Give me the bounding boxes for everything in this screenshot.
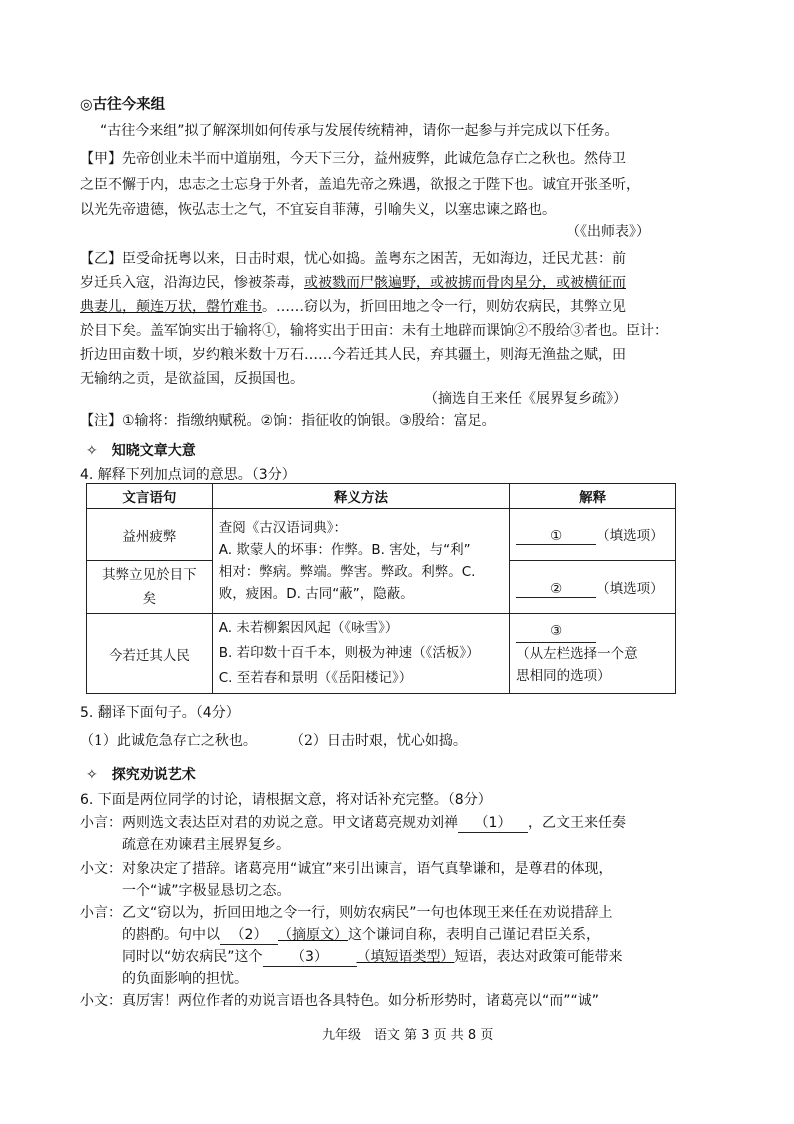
dialogue-text: 乙文“窃以为，折回田地之令一行，则妨农病民”一句也体现王来任在劝说措辞上 <box>122 905 613 921</box>
blank2-hint: （摘原文） <box>278 927 348 943</box>
blank3-hint-a: （从左栏选择一个意 <box>516 646 638 662</box>
dialogue-text: 这个谦词自称，表明自己谨记君臣关系， <box>348 927 600 943</box>
answer-blank-2[interactable]: ② <box>516 581 596 598</box>
q6-prompt: 6. 下面是两位同学的讨论，请根据文意，将对话补充完整。（8分） <box>80 792 492 808</box>
row3-sentence: 今若迁其人民 <box>87 614 213 694</box>
q5-item-1: （1）此诚危急存亡之秋也。 <box>80 733 257 749</box>
method1-line: 相对：弊病。弊端。弊害。弊政。利弊。C. <box>218 564 476 580</box>
answer-blank-q6-3[interactable]: （3） <box>263 946 357 967</box>
table-row <box>87 509 676 561</box>
answer-blank-q6-2[interactable]: （2） <box>220 924 278 945</box>
answer-blank-q6-1[interactable]: （1） <box>458 812 528 833</box>
dialogue-line <box>80 812 626 833</box>
table-row <box>87 614 676 694</box>
method1-line: 败，疲困。D. 古同“蔽”，隐蔽。 <box>218 586 414 602</box>
dialogue-line: 疏意在劝谏君主展界复乡。 <box>122 837 290 853</box>
page-footer: 九年级 语文 第 3 页 共 8 页 <box>322 1028 494 1043</box>
speaker-xiaoyan: 小言： <box>80 815 122 831</box>
row2-sentence-b: 矣 <box>142 591 157 607</box>
row1-answer <box>510 509 676 561</box>
speaker-xiaowen: 小文： <box>80 993 122 1009</box>
dialogue-line <box>80 902 613 922</box>
yi-line-5: 折边田亩数十顷，岁约粮米数十万石……今若迁其人民，弃其疆土，则海无渔盐之赋，田 <box>80 347 626 363</box>
row3-answer <box>510 614 676 694</box>
dialogue-line <box>80 990 599 1010</box>
dialogue-text: 短语，表达对政策可能带来 <box>454 949 623 965</box>
section-1-title: ✧ 知晓文章大意 <box>86 443 196 459</box>
yi-line-3-rest: 。……窃以为，折回田地之令一行，则妨农病民，其弊立见 <box>262 299 626 315</box>
blank1-hint: （填选项） <box>596 528 664 544</box>
answer-blank-3[interactable]: ③ <box>516 620 596 643</box>
yi-line-2-plain: 岁迁兵入寇，沿海边民，惨被荼毒， <box>80 275 304 291</box>
method3-line: A. 未若柳絮因风起（《咏雪》） <box>218 620 399 636</box>
yi-line-2-underlined: 或被戮而尸骸遍野，或被掳而骨肉星分，或被横征而 <box>304 275 626 291</box>
q5-item-2: （2）日击时艰，忧心如捣。 <box>290 733 467 749</box>
row1-sentence: 益州疲弊 <box>87 509 213 561</box>
dialogue-text: 对象决定了措辞。诸葛亮用“诚宜”来引出谏言，语气真挚谦和，是尊君的体现， <box>122 861 613 877</box>
method1-line: A. 欺蒙人的坏事：作弊。B. 害处，与“利” <box>218 542 471 558</box>
method3-line: C. 至若春和景明（《岳阳楼记》） <box>218 670 413 686</box>
method1-line: 查阅《古汉语词典》： <box>218 520 347 536</box>
yi-line-3 <box>80 296 626 316</box>
dialogue-text: 同时以“妨农病民”这个 <box>122 949 263 965</box>
row2-sentence <box>87 561 213 614</box>
q4-prompt: 4. 解释下列加点词的意思。（3分） <box>80 467 296 483</box>
dialogue-line <box>80 858 613 878</box>
yi-line-4: 於目下矣。盖军饷实出于输将①，输将实出于田亩：未有土地辟而课饷②不殷给③者也。臣计： <box>80 323 668 339</box>
dialogue-line: 的负面影响的担忧。 <box>122 971 248 987</box>
blank3-hint-b: 思相同的选项） <box>516 668 611 684</box>
dialogue-line: 一个“诚”字极显恳切之态。 <box>122 883 291 899</box>
yi-line-1: 【乙】臣受命抚粤以来，日击时艰，忧心如捣。盖粤东之困苦，无如海边，迁民尤甚：前 <box>80 251 626 267</box>
row2-sentence-a: 其弊立见於目下 <box>102 567 197 583</box>
yi-line-2 <box>80 272 626 292</box>
group-title: ◎古往今来组 <box>80 97 166 113</box>
header-method: 释义方法 <box>212 484 509 509</box>
yi-line-3-underlined: 典妻儿，颠连万状，罄竹难书 <box>80 299 262 315</box>
yi-source: （摘选自王来任《展界复乡疏》） <box>424 391 627 407</box>
method3-line: B. 若印数十百千本，则极为神速（《活板》） <box>218 645 480 661</box>
jia-line-1: 【甲】先帝创业未半而中道崩殂，今天下三分，益州疲弊，此诚危急存亡之秋也。然侍卫 <box>80 151 626 167</box>
dialogue-text: 真厉害！两位作者的劝说言语也各具特色。如分析形势时，诸葛亮以“而”“诚” <box>122 993 600 1009</box>
header-explanation: 解释 <box>510 484 676 509</box>
yi-line-6: 无输纳之贡，是欲益国，反损国也。 <box>80 371 304 387</box>
answer-blank-1[interactable]: ① <box>516 528 596 545</box>
jia-line-2: 之臣不懈于内，忠志之士忘身于外者，盖追先帝之殊遇，欲报之于陛下也。诚宜开张圣听， <box>80 177 640 193</box>
table-header-row <box>87 484 676 509</box>
dialogue-text: 两则选文表达臣对君的劝说之意。甲文诸葛亮规劝刘禅 <box>122 815 458 831</box>
dialogue-text: 的斟酌。句中以 <box>122 927 220 943</box>
speaker-xiaoyan: 小言： <box>80 905 122 921</box>
section-2-title: ✧ 探究劝说艺术 <box>86 767 196 783</box>
notes: 【注】①输将：指缴纳赋税。②饷：指征收的饷银。③殷给：富足。 <box>80 413 496 429</box>
dialogue-text: ，乙文王来任奏 <box>528 815 626 831</box>
intro-text: “古往今来组”拟了解深圳如何传承与发展传统精神，请你一起参与并完成以下任务。 <box>100 123 619 139</box>
dialogue-line <box>122 924 600 945</box>
jia-source: （《出师表》） <box>566 224 650 240</box>
header-sentence: 文言语句 <box>87 484 213 509</box>
row2-answer <box>510 561 676 614</box>
blank2-hint: （填选项） <box>596 580 664 597</box>
q5-prompt: 5. 翻译下面句子。（4分） <box>80 705 240 721</box>
dialogue-line <box>122 946 623 967</box>
explanation-table <box>86 483 676 694</box>
row3-method <box>212 614 509 694</box>
blank3-hint: （填短语类型） <box>356 949 455 965</box>
speaker-xiaowen: 小文： <box>80 861 122 877</box>
jia-line-3: 以光先帝遗德，恢弘志士之气，不宜妄自菲薄，引喻失义，以塞忠谏之路也。 <box>80 202 556 218</box>
row12-method <box>212 509 509 614</box>
